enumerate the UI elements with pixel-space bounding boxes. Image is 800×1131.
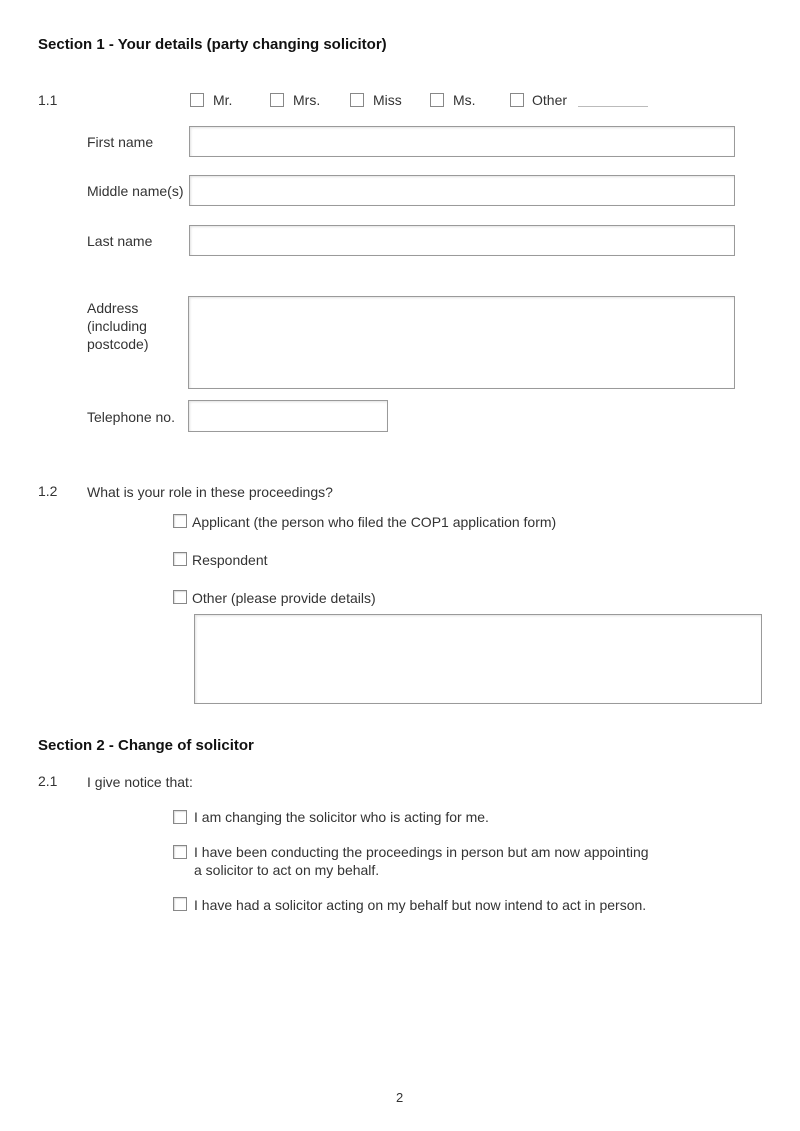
role-respondent-label: Respondent <box>192 552 268 568</box>
last-name-label: Last name <box>87 233 153 249</box>
role-other-details-field[interactable] <box>194 614 762 704</box>
middle-name-label: Middle name(s) <box>87 183 184 199</box>
title-miss-checkbox[interactable] <box>350 93 364 107</box>
section-1-title: Section 1 - Your details (party changing solicitor) <box>38 36 387 53</box>
title-mrs-checkbox[interactable] <box>270 93 284 107</box>
title-other-input[interactable] <box>578 106 648 107</box>
section-2-title: Section 2 - Change of solicitor <box>38 737 254 754</box>
appoint-solicitor-checkbox[interactable] <box>173 845 187 859</box>
role-other-checkbox[interactable] <box>173 590 187 604</box>
appoint-solicitor-label-line: a solicitor to act on my behalf. <box>194 862 380 878</box>
address-label-line: (including <box>87 318 147 334</box>
first-name-field[interactable] <box>189 126 735 157</box>
title-mrs-label: Mrs. <box>293 92 321 108</box>
title-other-checkbox[interactable] <box>510 93 524 107</box>
title-mr-checkbox[interactable] <box>190 93 204 107</box>
first-name-label: First name <box>87 134 154 150</box>
role-applicant-checkbox[interactable] <box>173 514 187 528</box>
telephone-field[interactable] <box>188 400 388 432</box>
change-solicitor-checkbox[interactable] <box>173 810 187 824</box>
last-name-field[interactable] <box>189 225 735 256</box>
title-miss-label: Miss <box>373 92 402 108</box>
address-field[interactable] <box>188 296 735 389</box>
address-label <box>87 299 148 353</box>
act-in-person-label: I have had a solicitor acting on my behalf but now intend to act in person. <box>194 897 647 913</box>
address-label-line: Address <box>87 300 139 316</box>
change-solicitor-label: I am changing the solicitor who is acting for me. <box>194 809 489 825</box>
title-ms-label: Ms. <box>453 92 476 108</box>
page-number: 2 <box>396 1090 404 1105</box>
role-other-label: Other (please provide details) <box>192 590 376 606</box>
role-respondent-checkbox[interactable] <box>173 552 187 566</box>
role-applicant-label: Applicant (the person who filed the COP1 application form) <box>192 514 557 530</box>
question-1-2-number: 1.2 <box>38 483 58 499</box>
question-1-2-text: What is your role in these proceedings? <box>87 484 333 500</box>
title-other-label: Other <box>532 92 568 108</box>
telephone-label: Telephone no. <box>87 409 175 425</box>
middle-name-field[interactable] <box>189 175 735 206</box>
question-1-1-number: 1.1 <box>38 92 58 108</box>
address-label-line: postcode) <box>87 336 149 352</box>
title-ms-checkbox[interactable] <box>430 93 444 107</box>
question-2-1-text: I give notice that: <box>87 774 193 790</box>
appoint-solicitor-label <box>194 843 649 879</box>
act-in-person-checkbox[interactable] <box>173 897 187 911</box>
question-2-1-number: 2.1 <box>38 773 58 789</box>
appoint-solicitor-label-line: I have been conducting the proceedings in person but am now appointing <box>194 844 649 860</box>
title-mr-label: Mr. <box>213 92 233 108</box>
